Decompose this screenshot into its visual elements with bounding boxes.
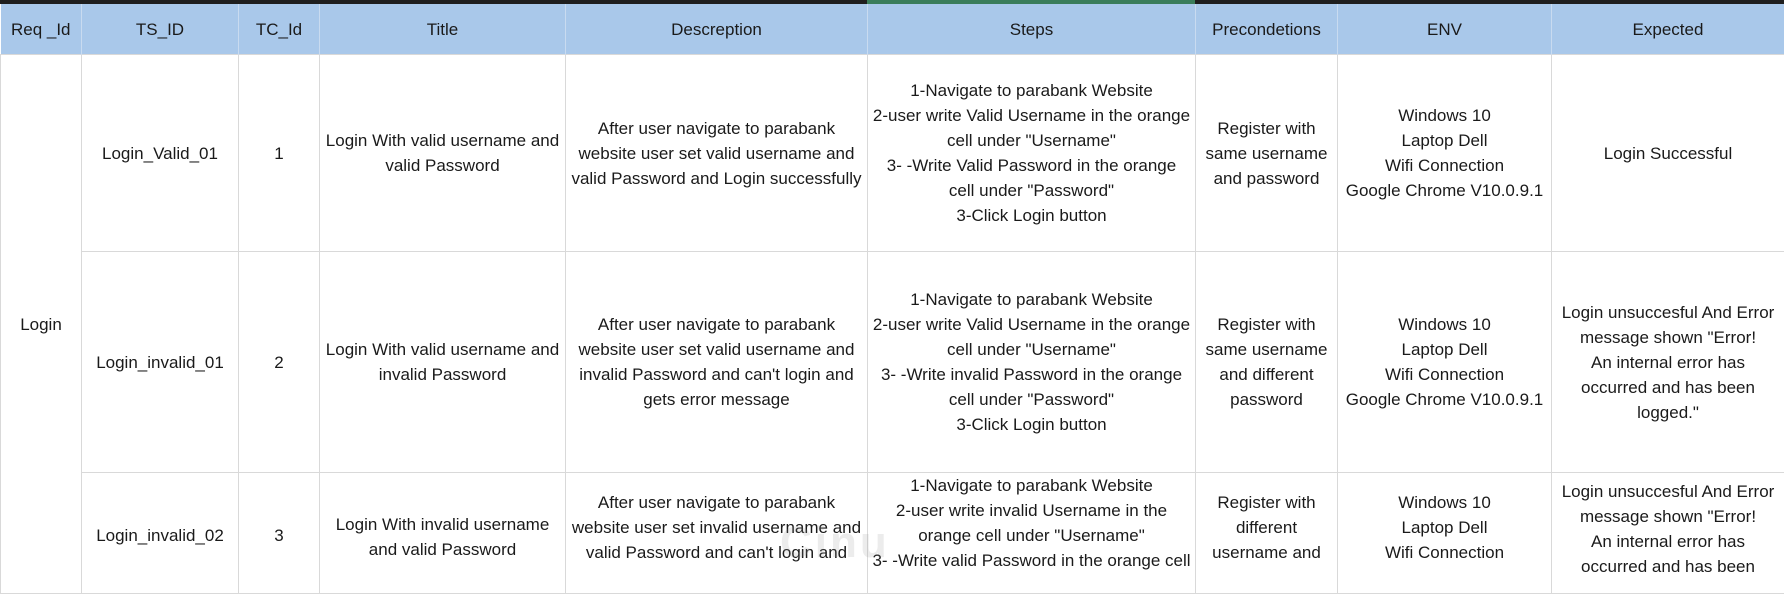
cell-description[interactable]: After user navigate to parabank website user set valid username and valid Password and Login successfully bbox=[566, 55, 868, 252]
cell-title[interactable]: Login With valid username and valid Password bbox=[320, 55, 566, 252]
cell-tc-id-text: 3 bbox=[243, 473, 315, 579]
cell-env[interactable]: Windows 10 Laptop Dell Wifi Connection Google Chrome V10.0.9.1 bbox=[1338, 252, 1552, 473]
cell-expected[interactable]: Login Successful bbox=[1552, 55, 1784, 252]
cell-steps[interactable]: 1-Navigate to parabank Website 2-user write Valid Username in the orange cell under "Username" 3- -Write Valid Password in the orange cell under "Password" 3-Click Login button bbox=[868, 55, 1196, 252]
cell-ts-id[interactable]: Login_invalid_01 bbox=[82, 252, 239, 473]
cell-tc-id[interactable]: 1 bbox=[239, 55, 320, 252]
cell-description-text: After user navigate to parabank website user set invalid username and valid Password and can't login and bbox=[570, 473, 863, 579]
header-env[interactable]: ENV bbox=[1338, 4, 1552, 55]
cell-expected[interactable] bbox=[1552, 473, 1784, 594]
cell-preconditions[interactable] bbox=[1196, 473, 1338, 594]
cell-env-text: Windows 10 Laptop Dell Wifi Connection bbox=[1342, 473, 1547, 579]
watermark: Cinu bbox=[780, 518, 890, 568]
cell-expected-text: Login unsuccesful And Error message shown "Error! An internal error has occurred and has been bbox=[1556, 473, 1780, 579]
cell-ts-id[interactable] bbox=[82, 473, 239, 594]
table-row bbox=[1, 473, 1784, 594]
cell-title-text: Login With invalid username and valid Password bbox=[324, 473, 561, 579]
cell-req-id[interactable]: Login bbox=[1, 55, 82, 594]
cell-title[interactable]: Login With valid username and invalid Password bbox=[320, 252, 566, 473]
header-req-id[interactable]: Req _Id bbox=[1, 4, 82, 55]
cell-preconditions-text: Register with different username and bbox=[1200, 473, 1333, 579]
cell-steps-text: 1-Navigate to parabank Website 2-user write invalid Username in the orange cell under "Username" 3- -Write valid Password in the orange cell bbox=[872, 473, 1191, 579]
cell-preconditions[interactable]: Register with same username and password bbox=[1196, 55, 1338, 252]
header-tc-id[interactable]: TC_Id bbox=[239, 4, 320, 55]
header-preconditions[interactable]: Precondetions bbox=[1196, 4, 1338, 55]
cell-steps[interactable]: 1-Navigate to parabank Website 2-user write Valid Username in the orange cell under "Username" 3- -Write invalid Password in the orange cell under "Password" 3-Click Login button bbox=[868, 252, 1196, 473]
test-case-table bbox=[0, 4, 1784, 594]
cell-ts-id-text: Login_invalid_02 bbox=[86, 473, 234, 579]
header-ts-id[interactable]: TS_ID bbox=[82, 4, 239, 55]
table-row bbox=[1, 252, 1784, 473]
header-row bbox=[1, 4, 1784, 55]
cell-tc-id[interactable]: 2 bbox=[239, 252, 320, 473]
table-row bbox=[1, 55, 1784, 252]
header-steps[interactable]: Steps bbox=[868, 4, 1196, 55]
header-expected[interactable]: Expected bbox=[1552, 4, 1784, 55]
cell-tc-id[interactable] bbox=[239, 473, 320, 594]
cell-env[interactable]: Windows 10 Laptop Dell Wifi Connection Google Chrome V10.0.9.1 bbox=[1338, 55, 1552, 252]
cell-ts-id[interactable]: Login_Valid_01 bbox=[82, 55, 239, 252]
cell-env[interactable] bbox=[1338, 473, 1552, 594]
cell-title[interactable] bbox=[320, 473, 566, 594]
cell-description[interactable]: After user navigate to parabank website user set valid username and invalid Password and can't login and gets error message bbox=[566, 252, 868, 473]
cell-preconditions[interactable]: Register with same username and different password bbox=[1196, 252, 1338, 473]
cell-expected[interactable]: Login unsuccesful And Error message shown "Error! An internal error has occurred and has been logged." bbox=[1552, 252, 1784, 473]
header-description[interactable]: Descreption bbox=[566, 4, 868, 55]
header-title[interactable]: Title bbox=[320, 4, 566, 55]
cell-description[interactable] bbox=[566, 473, 868, 594]
cell-steps[interactable] bbox=[868, 473, 1196, 594]
